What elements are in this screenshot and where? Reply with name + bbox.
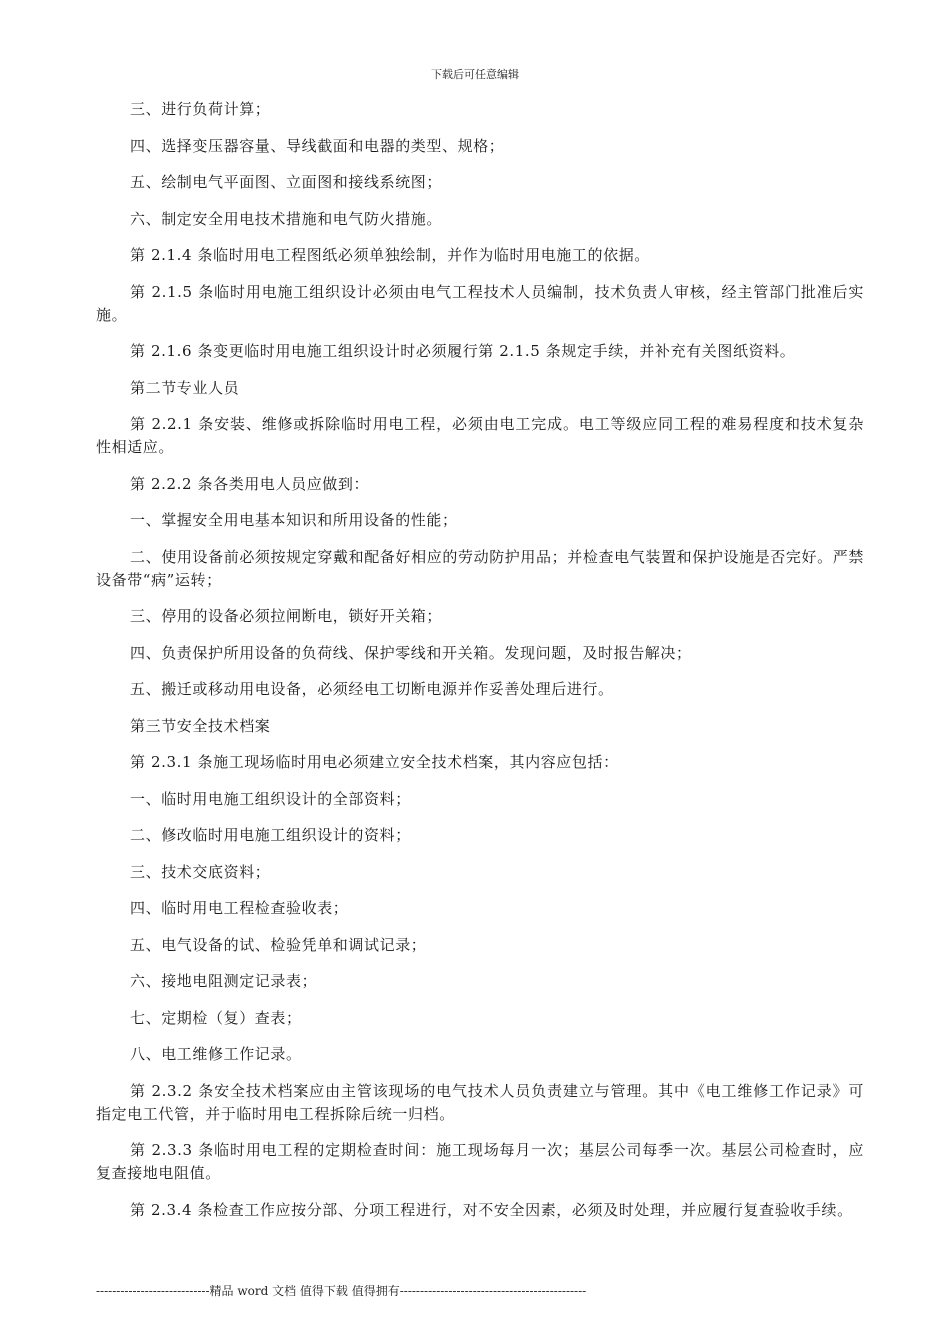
paragraph: 三、停用的设备必须拉闸断电，锁好开关箱；	[130, 607, 443, 625]
paragraph: 六、制定安全用电技术措施和电气防火措施。	[130, 209, 443, 228]
document-body	[96, 98, 864, 1235]
section-heading: 第三节安全技术档案	[130, 716, 271, 735]
paragraph: 第 2.3.4 条检查工作应按分部、分项工程进行，对不安全因素，必须及时处理，并应履行复查验收手续。	[130, 1200, 853, 1219]
paragraph: 五、搬迁或移动用电设备，必须经电工切断电源并作妥善处理后进行。	[130, 680, 614, 698]
paragraph: 五、电气设备的试、检验凭单和调试记录；	[130, 935, 427, 954]
page-footer: ----------------------------精品 word 文档 值得下载 值得拥有----------------------------------------------	[96, 1284, 587, 1298]
paragraph: 五、绘制电气平面图、立面图和接线系统图；	[130, 173, 443, 191]
paragraph: 第 2.3.1 条施工现场临时用电必须建立安全技术档案，其内容应包括：	[130, 753, 619, 771]
paragraph: 第 2.2.2 条各类用电人员应做到：	[130, 474, 370, 493]
page-header: 下载后可任意编辑	[431, 68, 519, 81]
paragraph: 三、技术交底资料；	[130, 862, 271, 881]
paragraph: 第 2.3.2 条安全技术档案应由主管该现场的电气技术人员负责建立与管理。其中《电工维修工作记录》可指定电工代管，并于临时用电工程拆除后统一归档。	[96, 1081, 864, 1123]
paragraph: 四、负责保护所用设备的负荷线、保护零线和开关箱。发现问题，及时报告解决；	[130, 643, 692, 662]
section-heading: 第二节专业人员	[130, 378, 240, 397]
paragraph: 七、定期检（复）查表；	[130, 1008, 302, 1027]
paragraph: 三、进行负荷计算；	[130, 100, 271, 118]
paragraph: 六、接地电阻测定记录表；	[130, 972, 318, 990]
paragraph: 二、使用设备前必须按规定穿戴和配备好相应的劳动防护用品；并检查电气装置和保护设施是否完好。严禁设备带“病”运转；	[96, 547, 864, 589]
paragraph: 八、电工维修工作记录。	[130, 1045, 302, 1063]
paragraph: 四、选择变压器容量、导线截面和电器的类型、规格；	[130, 136, 505, 155]
paragraph: 四、临时用电工程检查验收表；	[130, 899, 349, 917]
paragraph: 第 2.1.6 条变更临时用电施工组织设计时必须履行第 2.1.5 条规定手续，并补充有关图纸资料。	[130, 342, 796, 360]
paragraph: 二、修改临时用电施工组织设计的资料；	[130, 826, 411, 844]
paragraph: 一、掌握安全用电基本知识和所用设备的性能；	[130, 511, 458, 529]
paragraph: 第 2.1.5 条临时用电施工组织设计必须由电气工程技术人员编制，技术负责人审核，经主管部门批准后实施。	[96, 282, 864, 324]
paragraph: 第 2.2.1 条安装、维修或拆除临时用电工程，必须由电工完成。电工等级应同工程的难易程度和技术复杂性相适应。	[96, 415, 864, 456]
paragraph: 第 2.3.3 条临时用电工程的定期检查时间：施工现场每月一次；基层公司每季一次。基层公司检查时，应复查接地电阻值。	[96, 1141, 864, 1182]
paragraph: 第 2.1.4 条临时用电工程图纸必须单独绘制，并作为临时用电施工的依据。	[130, 246, 650, 264]
paragraph: 一、临时用电施工组织设计的全部资料；	[130, 789, 411, 808]
